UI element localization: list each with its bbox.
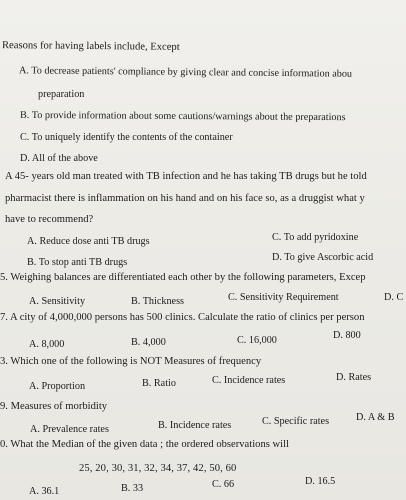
question-7-option-d: D. 16.5 bbox=[305, 476, 336, 487]
question-2-option-a: A. Reduce dose anti TB drugs bbox=[27, 236, 150, 247]
question-3-option-c: C. Sensitivity Requirement bbox=[228, 292, 339, 303]
question-2-stem-line-1: A 45- years old man treated with TB infection and he has taking TB drugs but he told bbox=[5, 171, 367, 182]
question-1-stem: Reasons for having labels include, Except bbox=[1, 40, 180, 53]
question-2-option-b: B. To stop anti TB drugs bbox=[27, 257, 128, 268]
question-5-option-d: D. Rates bbox=[336, 372, 372, 383]
question-1-option-a-continued: preparation bbox=[38, 89, 85, 100]
question-6-option-b: B. Incidence rates bbox=[158, 420, 232, 431]
question-1-option-d: D. All of the above bbox=[20, 153, 98, 164]
question-5-option-c: C. Incidence rates bbox=[212, 375, 286, 386]
question-4-stem: 7. A city of 4,000,000 persons has 500 clinics. Calculate the ratio of clinics per person bbox=[0, 312, 365, 323]
question-2-stem-line-3: have to recommend? bbox=[5, 214, 94, 225]
question-2-option-c: C. To add pyridoxine bbox=[272, 232, 359, 243]
question-3-stem: 5. Weighing balances are differentiated each other by the following parameters, Excep bbox=[0, 272, 366, 283]
question-2-stem-line-2: pharmacist there is inflammation on his hand and on his face so, as a druggist what y bbox=[5, 193, 365, 204]
question-4-option-b: B. 4,000 bbox=[131, 337, 166, 348]
question-7-stem: 0. What the Median of the given data ; the ordered observations will bbox=[0, 439, 289, 450]
question-6-option-a: A. Prevalence rates bbox=[30, 424, 109, 435]
question-1-option-a: A. To decrease patients' compliance by giving clear and concise information abou bbox=[18, 65, 353, 80]
question-7-option-b: B. 33 bbox=[121, 483, 144, 494]
question-6-stem: 9. Measures of morbidity bbox=[0, 401, 108, 412]
question-7-data-values: 25, 20, 30, 31, 32, 34, 37, 42, 50, 60 bbox=[79, 463, 237, 474]
question-5-stem: 3. Which one of the following is NOT Measures of frequency bbox=[0, 356, 262, 367]
question-4-option-d: D. 800 bbox=[333, 330, 361, 341]
question-6-option-c: C. Specific rates bbox=[262, 416, 330, 427]
question-5-option-b: B. Ratio bbox=[142, 378, 176, 389]
question-2-option-d: D. To give Ascorbic acid bbox=[272, 252, 374, 263]
question-5-option-a: A. Proportion bbox=[29, 381, 86, 392]
question-1-option-c: C. To uniquely identify the contents of the container bbox=[20, 132, 233, 143]
question-1-option-b: B. To provide information about some cautions/warnings about the preparations bbox=[19, 109, 346, 124]
question-7-option-c: C. 66 bbox=[212, 479, 235, 490]
question-4-option-a: A. 8,000 bbox=[29, 339, 65, 350]
question-4-option-c: C. 16,000 bbox=[237, 335, 277, 346]
question-3-option-d: D. C bbox=[384, 292, 404, 303]
question-3-option-b: B. Thickness bbox=[131, 296, 185, 307]
question-6-option-d: D. A & B bbox=[356, 412, 395, 423]
question-7-option-a: A. 36.1 bbox=[29, 486, 60, 497]
question-3-option-a: A. Sensitivity bbox=[29, 296, 86, 307]
